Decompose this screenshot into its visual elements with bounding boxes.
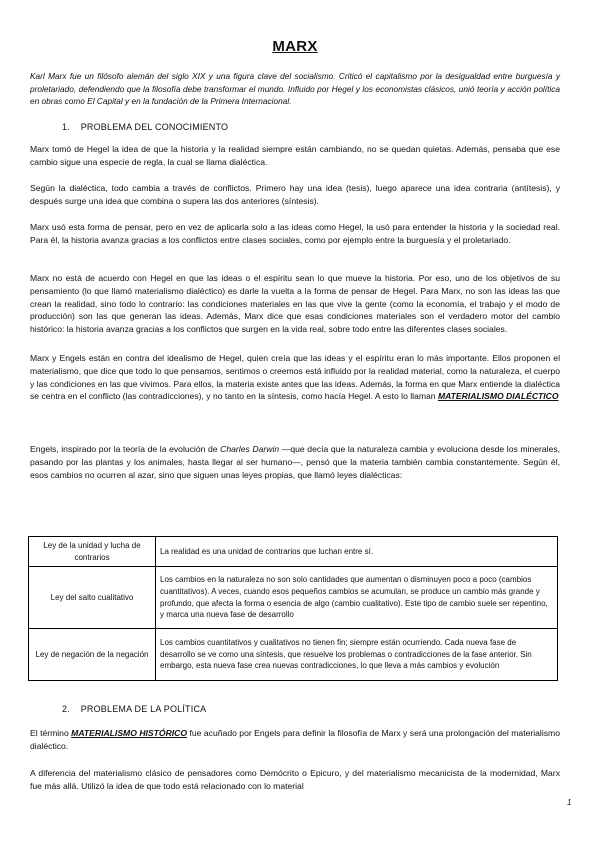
table-row — [29, 567, 558, 629]
section-1-heading — [62, 122, 228, 132]
page-number: 1 — [567, 798, 572, 807]
section-1-number: 1. — [62, 122, 70, 132]
law-description: Los cambios cuantitativos y cualitativos no tienen fin; siempre están ocurriendo. Cada nueva fase de desarrollo se ve como una síntesis, que resuelve los problemas o contradicciones de la fase anterior. Sin embargo, esta nueva fase crea nuevas contradicciones, lo que lleva a más cambios y evolución — [156, 629, 558, 681]
term-materialismo-historico: MATERIALISMO HISTÓRICO — [71, 728, 188, 738]
section-1-title: PROBLEMA DEL CONOCIMIENTO — [80, 122, 229, 132]
paragraph-text: Engels, inspirado por la teoría de la evolución de — [30, 444, 218, 454]
law-description: La realidad es una unidad de contrarios que luchan entre sí. — [156, 537, 558, 567]
section-2-heading — [62, 704, 206, 714]
author-name: Charles Darwin — [220, 444, 280, 454]
paragraph: Según la dialéctica, todo cambia a través de conflictos. Primero hay una idea (tesis), luego aparece una idea contraria (antítesis), y después surge una idea que combina o supera las dos anteriores (síntesis). — [30, 183, 560, 206]
dialectical-laws-table — [28, 536, 558, 681]
page-title: MARX — [272, 38, 318, 55]
law-name: Ley de negación de la negación — [29, 629, 156, 681]
paragraph: A diferencia del materialismo clásico de pensadores como Demócrito o Epicuro, y del materialismo mecanicista de la modernidad, Marx fue más allá. Utilizó la idea de que todo está relacionado con lo material — [30, 768, 560, 791]
table-row — [29, 537, 558, 567]
paragraph — [30, 727, 560, 753]
term-materialismo-dialectico: MATERIALISMO DIALÉCTICO — [437, 391, 559, 402]
section-2-title: PROBLEMA DE LA POLÍTICA — [80, 704, 207, 714]
intro-paragraph: Karl Marx fue un filósofo alemán del siglo XIX y una figura clave del socialismo. Criticó el capitalismo por la desigualdad entre burguesía y proletariado, defendiendo que la filosofía debe transformar el mundo. Influido por Hegel y los economistas clásicos, unió teoría y acción política en obras como El Capital y en la fundación de la Primera Internacional. — [30, 71, 560, 106]
paragraph-text: —que decía que la naturaleza cambia y evoluciona desde los minerales, pasando por las plantas y los animales, hasta llegar al ser humano—, pensó que la materia también cambia constantemente. Según él, esos cambios no ocurren al azar, sino que siguen unas leyes propias, que llamó leyes dialécticas: — [30, 444, 561, 480]
paragraph — [30, 352, 560, 403]
law-name: Ley de la unidad y lucha de contrarios — [29, 537, 156, 567]
paragraph-text: Marx y Engels están en contra del idealismo de Hegel, quien creía que las ideas y el espíritu eran lo más importante. Ellos proponen el materialismo, que dice que todo lo que pensamos, sentimos o creemos está influido por la realidad material, como la naturaleza, el cuerpo y las condiciones en las que vivimos. Para ellos, la materia existe antes que las ideas. Además, la forma en que Marx entiende la dialéctica se centra en el conflicto (las contradicciones), y no tanto en la síntesis, como hacía Hegel. A esto lo llaman — [30, 353, 560, 402]
law-name: Ley del salto cualitativo — [29, 567, 156, 629]
paragraph: Marx tomó de Hegel la idea de que la historia y la realidad siempre están cambiando, no se quedan quietas. Además, pensaba que ese cambio sigue una especie de regla, la cual se llama dialéctica. — [30, 144, 560, 167]
table-row — [29, 629, 558, 681]
paragraph: Marx usó esta forma de pensar, pero en vez de aplicarla solo a las ideas como Hegel, la usó para entender la historia y la sociedad real. Para él, la historia avanza gracias a los conflictos entre clases sociales, como por ejemplo entre la burguesía y el proletariado. — [30, 222, 560, 245]
paragraph-text: fue acuñado por Engels para definir la filosofía de Marx y será una prolongación del materialismo dialéctico. — [30, 728, 560, 751]
paragraph-text: El término — [30, 728, 69, 738]
law-description: Los cambios en la naturaleza no son solo cantidades que aumentan o disminuyen poco a poco (cambios cuantitativos). A veces, cuando esos pequeños cambios se acumulan, se produce un cambio más grande y profundo, que afecta la forma o esencia de algo (cambio cualitativo). Este tipo de cambio suele ser repentino, y marca una nueva fase de desarrollo — [156, 567, 558, 629]
section-2-number: 2. — [62, 704, 70, 714]
paragraph — [30, 443, 560, 481]
paragraph: Marx no está de acuerdo con Hegel en que las ideas o el espíritu sean lo que mueve la historia. Por eso, uno de los objetivos de su pensamiento (lo que llamó materialismo dialéctico) es darle la vuelta a la forma de pensar de Hegel. Para Marx, no son las ideas las que crean la realidad, sino todo lo contrario: las condiciones materiales en las que vive la gente (como la economía, el trabajo y el modo de producción) son las que generan las ideas. Además, Marx dice que esas condiciones materiales son el verdadero motor del cambio histórico: la historia avanza gracias a los conflictos que surgen en la vida real, sobre todo entre las diferentes clases sociales. — [30, 273, 560, 335]
